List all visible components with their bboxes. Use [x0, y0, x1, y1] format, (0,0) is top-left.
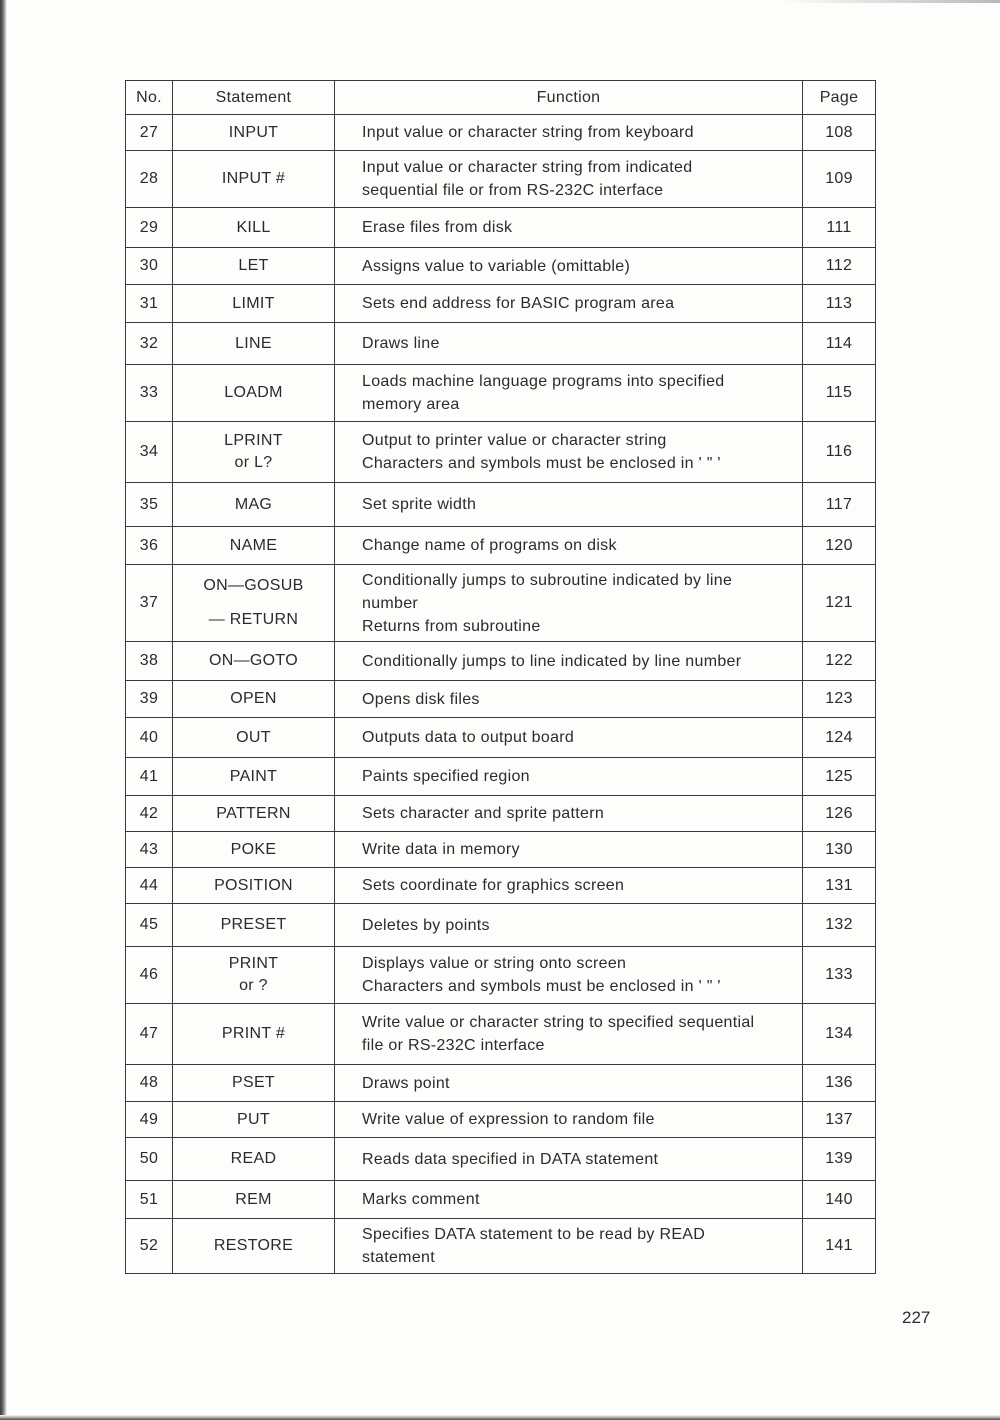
row-number-cell: 38	[126, 642, 173, 681]
row-number-cell: 45	[126, 904, 173, 947]
table-row	[126, 1138, 876, 1181]
row-number-cell: 49	[126, 1102, 173, 1138]
function-line: Opens disk files	[362, 690, 480, 708]
statement-cell	[173, 947, 335, 1004]
function-line: Conditionally jumps to line indicated by line number	[362, 652, 742, 670]
page-reference-cell: 120	[803, 527, 876, 565]
statement-line: RESTORE	[213, 1237, 294, 1254]
statement-line: READ	[230, 1150, 277, 1167]
table-row	[126, 285, 876, 323]
page-top-edge	[780, 0, 1000, 3]
page-bottom-edge	[0, 1415, 1000, 1420]
function-line: Set sprite width	[362, 496, 477, 513]
table-row	[126, 248, 876, 285]
row-number-cell: 41	[126, 758, 173, 796]
function-cell	[335, 1065, 803, 1102]
row-number-cell: 39	[126, 681, 173, 718]
statement-line: INPUT	[228, 123, 279, 141]
page-reference-cell: 134	[803, 1004, 876, 1065]
table-row	[126, 1181, 876, 1219]
function-cell	[335, 115, 803, 151]
page-reference-cell: 121	[803, 565, 876, 642]
statement-line: — RETURN	[208, 611, 299, 628]
statement-line: PRINT #	[221, 1025, 286, 1042]
statement-line: ON—GOSUB	[203, 577, 304, 594]
function-line: Specifies DATA statement to be read by READ	[362, 1226, 706, 1243]
row-number-cell: 30	[126, 248, 173, 285]
statement-reference-table	[125, 80, 876, 1274]
statement-line: PAINT	[229, 767, 278, 785]
table-row	[126, 527, 876, 565]
function-line: Input value or character string from indicated	[362, 159, 693, 176]
header-function: Function	[335, 81, 803, 115]
function-cell	[335, 1181, 803, 1219]
function-line: number	[362, 594, 419, 612]
statement-cell	[173, 323, 335, 365]
function-line: Returns from subroutine	[362, 617, 541, 635]
table-row	[126, 642, 876, 681]
function-line: Output to printer value or character string	[362, 432, 667, 449]
function-cell	[335, 718, 803, 758]
statement-cell	[173, 796, 335, 832]
statement-line: LET	[238, 257, 269, 274]
function-line: Input value or character string from keyboard	[362, 124, 694, 141]
row-number-cell: 52	[126, 1219, 173, 1274]
statement-cell	[173, 422, 335, 483]
table-row	[126, 323, 876, 365]
statement-line: MAG	[234, 495, 273, 513]
statement-line: LPRINT	[224, 432, 283, 449]
row-number-cell: 28	[126, 151, 173, 208]
page-reference-cell: 140	[803, 1181, 876, 1219]
statement-line: or L?	[234, 454, 273, 471]
function-cell	[335, 151, 803, 208]
statement-cell	[173, 208, 335, 248]
function-line: Marks comment	[362, 1191, 480, 1208]
statement-cell	[173, 1138, 335, 1181]
page-reference-cell: 108	[803, 115, 876, 151]
table-header-row	[126, 81, 876, 115]
row-number-cell: 42	[126, 796, 173, 832]
function-line: Deletes by points	[362, 916, 490, 934]
function-line: Erase files from disk	[362, 219, 513, 236]
function-line: Characters and symbols must be enclosed in ' " '	[362, 978, 721, 995]
page-reference-cell: 114	[803, 323, 876, 365]
function-cell	[335, 285, 803, 323]
table-row	[126, 904, 876, 947]
page-reference-cell: 124	[803, 718, 876, 758]
page-reference-cell: 117	[803, 483, 876, 527]
table-row	[126, 115, 876, 151]
page-reference-cell: 132	[803, 904, 876, 947]
function-cell	[335, 365, 803, 422]
row-number-cell: 50	[126, 1138, 173, 1181]
header-page: Page	[803, 81, 876, 115]
page-reference-cell: 113	[803, 285, 876, 323]
statement-line: POSITION	[214, 876, 293, 894]
function-line: Draws line	[362, 335, 440, 352]
function-line: Write data in memory	[362, 841, 520, 858]
function-cell	[335, 527, 803, 565]
statement-line: KILL	[236, 218, 271, 236]
row-number-cell: 37	[126, 565, 173, 642]
page-binding-edge	[0, 0, 7, 1420]
row-number-cell: 48	[126, 1065, 173, 1102]
page-reference-cell: 123	[803, 681, 876, 718]
table-row	[126, 758, 876, 796]
statement-line: PUT	[237, 1110, 270, 1128]
function-cell	[335, 422, 803, 483]
function-cell	[335, 565, 803, 642]
function-line: Sets end address for BASIC program area	[362, 295, 675, 312]
page-reference-cell: 126	[803, 796, 876, 832]
function-cell	[335, 248, 803, 285]
row-number-cell: 29	[126, 208, 173, 248]
row-number-cell: 44	[126, 868, 173, 904]
page-reference-cell: 139	[803, 1138, 876, 1181]
statement-cell	[173, 642, 335, 681]
statement-line: PATTERN	[216, 804, 291, 822]
statement-line: LIMIT	[232, 294, 275, 312]
function-line: Loads machine language programs into specified	[362, 373, 725, 390]
table-row	[126, 1065, 876, 1102]
header-no: No.	[126, 81, 173, 115]
function-line: Characters and symbols must be enclosed in ' " '	[362, 455, 721, 472]
page-number: 227	[902, 1308, 931, 1327]
row-number-cell: 36	[126, 527, 173, 565]
page-reference-cell: 109	[803, 151, 876, 208]
table-body	[126, 115, 876, 1274]
function-line: Assigns value to variable (omittable)	[362, 257, 631, 275]
table-row	[126, 565, 876, 642]
function-line: Displays value or string onto screen	[362, 955, 627, 972]
statement-cell	[173, 248, 335, 285]
page-reference-cell: 133	[803, 947, 876, 1004]
table-row	[126, 832, 876, 868]
function-cell	[335, 323, 803, 365]
page-reference-cell: 137	[803, 1102, 876, 1138]
statement-cell	[173, 527, 335, 565]
page-reference-cell: 122	[803, 642, 876, 681]
function-cell	[335, 1138, 803, 1181]
function-cell	[335, 483, 803, 527]
row-number-cell: 47	[126, 1004, 173, 1065]
function-cell	[335, 796, 803, 832]
table-row	[126, 796, 876, 832]
row-number-cell: 32	[126, 323, 173, 365]
page-reference-cell: 111	[803, 208, 876, 248]
statement-cell	[173, 365, 335, 422]
row-number-cell: 40	[126, 718, 173, 758]
statement-line: INPUT #	[221, 170, 286, 187]
table-row	[126, 151, 876, 208]
statement-cell	[173, 1065, 335, 1102]
table-row	[126, 868, 876, 904]
statement-cell	[173, 904, 335, 947]
function-cell	[335, 904, 803, 947]
statement-cell	[173, 285, 335, 323]
statement-line: REM	[235, 1190, 272, 1208]
function-cell	[335, 1004, 803, 1065]
page-reference-cell: 112	[803, 248, 876, 285]
statement-cell	[173, 565, 335, 642]
function-cell	[335, 1219, 803, 1274]
table-row	[126, 422, 876, 483]
page-reference-cell: 125	[803, 758, 876, 796]
row-number-cell: 43	[126, 832, 173, 868]
statement-cell	[173, 1219, 335, 1274]
function-cell	[335, 1102, 803, 1138]
function-cell	[335, 758, 803, 796]
function-line: file or RS-232C interface	[362, 1037, 545, 1054]
function-line: Outputs data to output board	[362, 729, 575, 746]
function-cell	[335, 868, 803, 904]
statement-line: LOADM	[224, 384, 283, 401]
function-line: Sets character and sprite pattern	[362, 805, 605, 822]
statement-line: POKE	[230, 840, 277, 858]
row-number-cell: 46	[126, 947, 173, 1004]
function-line: sequential file or from RS-232C interface	[362, 182, 664, 199]
statement-cell	[173, 115, 335, 151]
statement-line: or ?	[239, 977, 268, 994]
statement-line: ON—GOTO	[209, 652, 298, 669]
function-line: statement	[362, 1249, 435, 1266]
statement-cell	[173, 1102, 335, 1138]
page-reference-cell: 131	[803, 868, 876, 904]
row-number-cell: 31	[126, 285, 173, 323]
table-row	[126, 1004, 876, 1065]
function-line: Write value of expression to random file	[362, 1111, 655, 1128]
table-row	[126, 681, 876, 718]
header-statement: Statement	[173, 81, 335, 115]
statement-cell	[173, 718, 335, 758]
row-number-cell: 33	[126, 365, 173, 422]
statement-line: NAME	[229, 536, 278, 554]
function-line: Draws point	[362, 1074, 450, 1092]
page-reference-cell: 141	[803, 1219, 876, 1274]
function-cell	[335, 681, 803, 718]
table-row	[126, 1102, 876, 1138]
table-row	[126, 947, 876, 1004]
table-row	[126, 1219, 876, 1274]
function-line: Sets coordinate for graphics screen	[362, 877, 625, 894]
statement-cell	[173, 868, 335, 904]
statement-cell	[173, 483, 335, 527]
function-line: Paints specified region	[362, 768, 530, 785]
table-row	[126, 483, 876, 527]
row-number-cell: 34	[126, 422, 173, 483]
function-line: Conditionally jumps to subroutine indicated by line	[362, 571, 733, 589]
page-reference-cell: 115	[803, 365, 876, 422]
statement-line: PSET	[232, 1074, 275, 1091]
function-line: Reads data specified in DATA statement	[362, 1150, 659, 1168]
page-reference-cell: 116	[803, 422, 876, 483]
function-line: Write value or character string to specified sequential	[362, 1014, 755, 1031]
row-number-cell: 35	[126, 483, 173, 527]
function-cell	[335, 208, 803, 248]
table-row	[126, 208, 876, 248]
function-line: memory area	[362, 396, 460, 413]
statement-cell	[173, 681, 335, 718]
statement-line: PRINT	[228, 955, 279, 972]
table-row	[126, 718, 876, 758]
row-number-cell: 51	[126, 1181, 173, 1219]
function-cell	[335, 947, 803, 1004]
page-reference-cell: 136	[803, 1065, 876, 1102]
function-cell	[335, 642, 803, 681]
statement-cell	[173, 151, 335, 208]
table-row	[126, 365, 876, 422]
statement-line: PRESET	[220, 916, 287, 933]
statement-cell	[173, 832, 335, 868]
statement-line: LINE	[235, 334, 272, 352]
function-cell	[335, 832, 803, 868]
function-line: Change name of programs on disk	[362, 537, 617, 554]
statement-line: OPEN	[230, 690, 277, 707]
row-number-cell: 27	[126, 115, 173, 151]
statement-cell	[173, 1004, 335, 1065]
statement-line: OUT	[236, 728, 271, 746]
page-reference-cell: 130	[803, 832, 876, 868]
statement-cell	[173, 1181, 335, 1219]
statement-cell	[173, 758, 335, 796]
statement-reference-table-container	[125, 80, 875, 1274]
